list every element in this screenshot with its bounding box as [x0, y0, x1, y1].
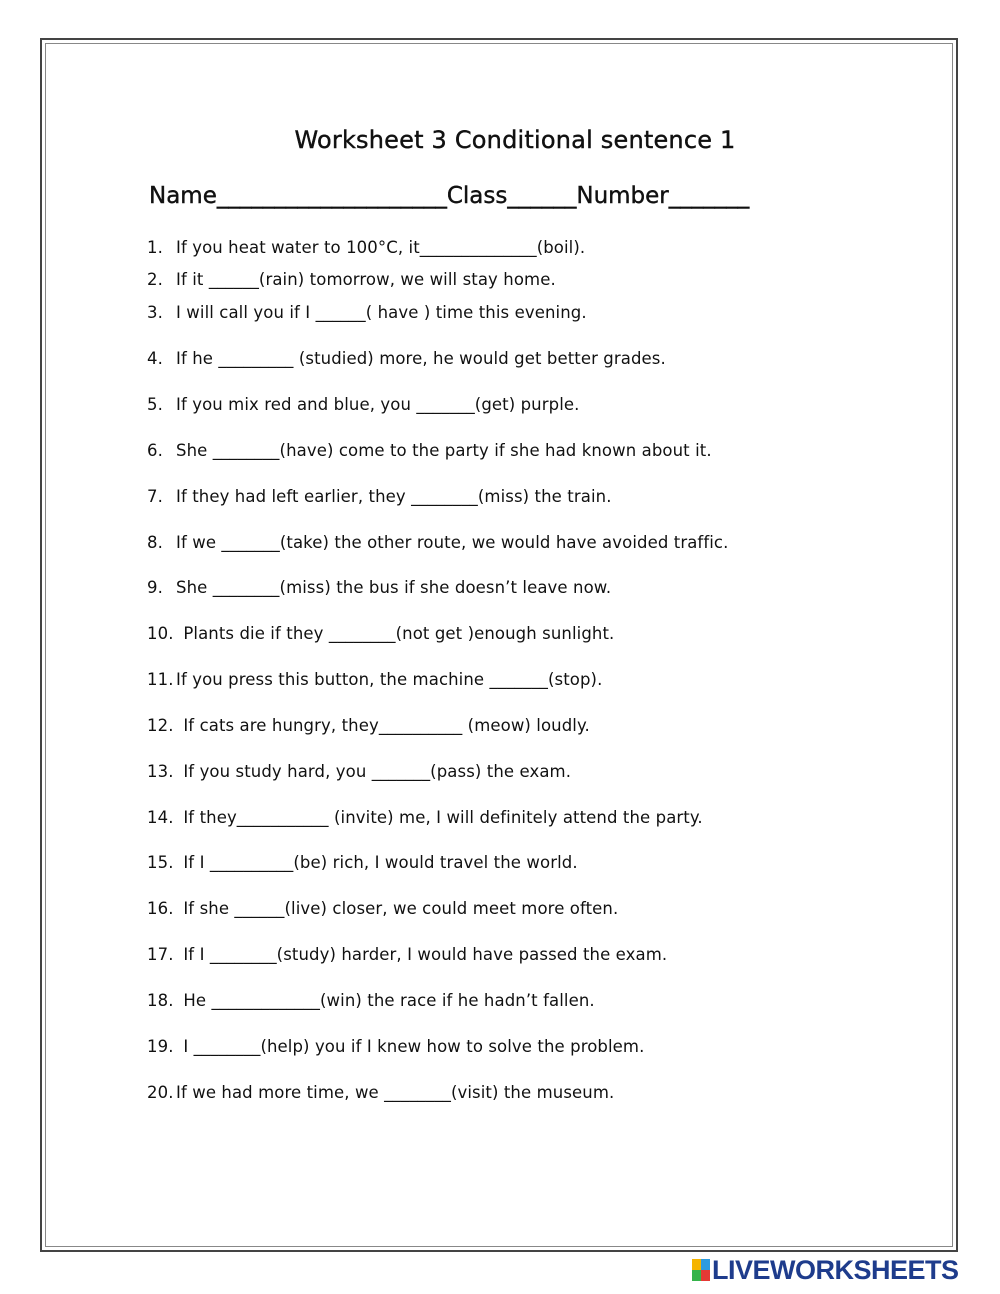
question-text: If cats are hungry, they__________ (meow) loudly. — [178, 716, 590, 735]
question-text: She ________(miss) the bus if she doesn’t leave now. — [176, 578, 612, 597]
question-text: If I ________(study) harder, I would have passed the exam. — [178, 945, 668, 964]
question-text: If he _________ (studied) more, he would get better grades. — [176, 349, 666, 368]
question-item: 16. If she ______(live) closer, we could meet more often. — [147, 899, 619, 918]
question-text: If you mix red and blue, you _______(get) purple. — [176, 395, 580, 414]
worksheet-title: Worksheet 3 Conditional sentence 1 — [294, 126, 736, 154]
question-item: 10. Plants die if they ________(not get )enough sunlight. — [147, 624, 615, 643]
question-item: 2. If it ______(rain) tomorrow, we will stay home. — [147, 270, 556, 289]
liveworksheets-logo-icon — [692, 1259, 710, 1281]
page-border-inner — [45, 43, 953, 1247]
question-text: If we had more time, we ________(visit) the museum. — [176, 1083, 615, 1102]
question-text: I ________(help) you if I knew how to solve the problem. — [178, 1037, 645, 1056]
question-item: 15. If I __________(be) rich, I would travel the world. — [147, 853, 578, 872]
question-text: If they had left earlier, they ________(miss) the train. — [176, 487, 612, 506]
question-item: 6. She ________(have) come to the party if she had known about it. — [147, 441, 712, 460]
question-text: If you study hard, you _______(pass) the exam. — [178, 762, 572, 781]
question-item: 13. If you study hard, you _______(pass) the exam. — [147, 762, 572, 781]
question-item: 9. She ________(miss) the bus if she doesn’t leave now. — [147, 578, 612, 597]
question-text: Plants die if they ________(not get )enough sunlight. — [178, 624, 615, 643]
question-text: If you heat water to 100°C, it______________(boil). — [176, 238, 586, 257]
question-text: He _____________(win) the race if he hadn’t fallen. — [178, 991, 595, 1010]
question-item: 7. If they had left earlier, they ________(miss) the train. — [147, 487, 612, 506]
name-class-number-line: Name____________________Class______Number_______ — [149, 183, 750, 209]
question-text: She ________(have) come to the party if she had known about it. — [176, 441, 712, 460]
question-text: If they___________ (invite) me, I will definitely attend the party. — [178, 808, 703, 827]
question-item: 12. If cats are hungry, they__________ (meow) loudly. — [147, 716, 590, 735]
question-item: 1. If you heat water to 100°C, it______________(boil). — [147, 238, 586, 257]
question-item: 17. If I ________(study) harder, I would have passed the exam. — [147, 945, 668, 964]
question-text: If she ______(live) closer, we could meet more often. — [178, 899, 619, 918]
question-item: 3. I will call you if I ______( have ) time this evening. — [147, 303, 587, 322]
question-text: If I __________(be) rich, I would travel the world. — [178, 853, 578, 872]
question-text: If it ______(rain) tomorrow, we will stay home. — [176, 270, 556, 289]
question-item: 11. If you press this button, the machine _______(stop). — [147, 670, 603, 689]
liveworksheets-logo[interactable] — [692, 1254, 959, 1285]
question-text: If we _______(take) the other route, we would have avoided traffic. — [176, 533, 729, 552]
question-item: 18. He _____________(win) the race if he hadn’t fallen. — [147, 991, 595, 1010]
question-item: 8. If we _______(take) the other route, we would have avoided traffic. — [147, 533, 729, 552]
question-item: 4. If he _________ (studied) more, he would get better grades. — [147, 349, 666, 368]
question-item: 14. If they___________ (invite) me, I will definitely attend the party. — [147, 808, 703, 827]
question-item: 20. If we had more time, we ________(visit) the museum. — [147, 1083, 615, 1102]
logo-text: LIVEWORKSHEETS — [712, 1254, 959, 1285]
question-text: I will call you if I ______( have ) time this evening. — [176, 303, 587, 322]
question-item: 19. I ________(help) you if I knew how to solve the problem. — [147, 1037, 645, 1056]
question-item: 5. If you mix red and blue, you _______(get) purple. — [147, 395, 580, 414]
question-text: If you press this button, the machine _______(stop). — [176, 670, 603, 689]
